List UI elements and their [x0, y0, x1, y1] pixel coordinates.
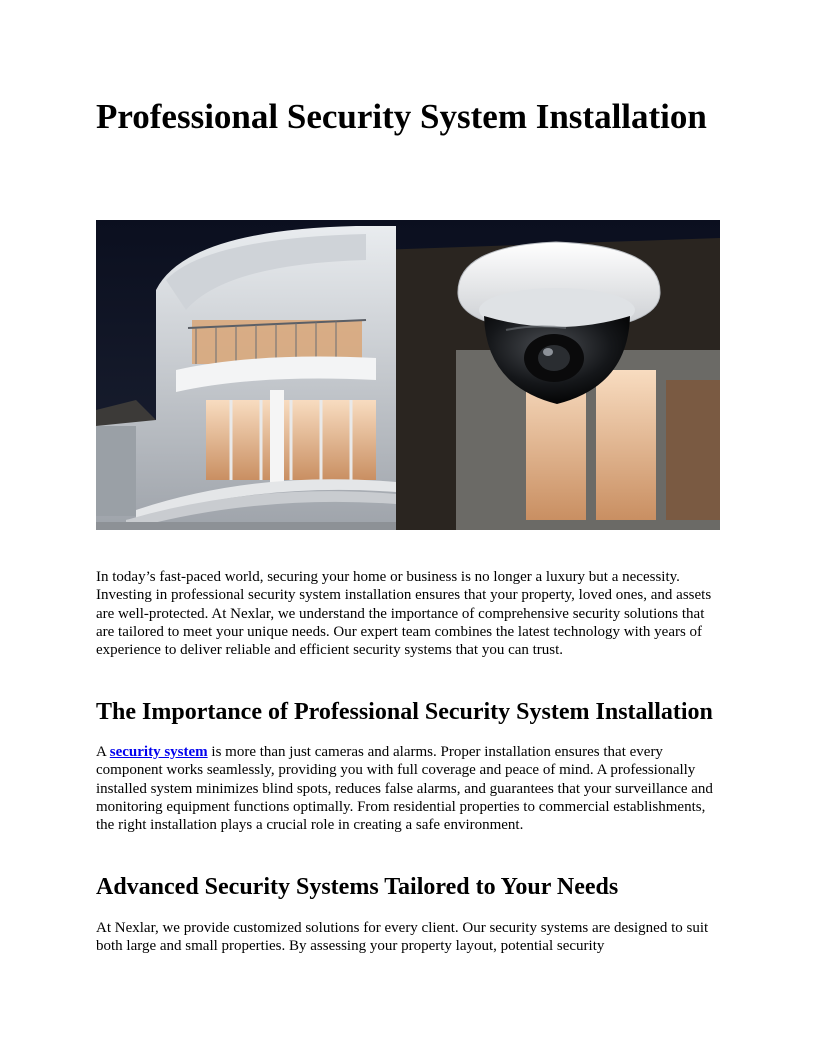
- intro-paragraph: In today’s fast-paced world, securing your home or business is no longer a luxury but a necessity. Investing in professional security system installation ensures that your property, loved ones, and assets are well-protected. At Nexlar, we understand the importance of comprehensive security solutions that are tailored to meet your unique needs. Our expert team combines the latest technology with years of experience to deliver reliable and efficient security systems that you can trust.: [96, 569, 712, 659]
- importance-paragraph: [96, 743, 720, 834]
- importance-body: is more than just cameras and alarms. Proper installation ensures that every component works seamlessly, providing you with full coverage and peace of mind. A professionally installed system minimizes blind spots, reduces false alarms, and guarantees that your surveillance and monitoring equipment functions optimally. From residential properties to commercial establishments, the right installation plays a crucial role in creating a safe environment.: [96, 744, 713, 834]
- section-heading-importance: The Importance of Professional Security System Installation: [96, 699, 713, 725]
- document-page: [96, 96, 720, 955]
- page-title: Professional Security System Installation: [96, 97, 707, 136]
- hero-illustration: [96, 220, 720, 530]
- hero-image: [96, 220, 720, 530]
- advanced-paragraph: At Nexlar, we provide customized solutions for every client. Our security systems are designed to suit both large and small properties. By assessing your property layout, potential security: [96, 920, 709, 955]
- section-heading-advanced: Advanced Security Systems Tailored to Your Needs: [96, 874, 619, 900]
- importance-prefix: A: [96, 744, 110, 760]
- security-system-link[interactable]: security system: [109, 744, 208, 760]
